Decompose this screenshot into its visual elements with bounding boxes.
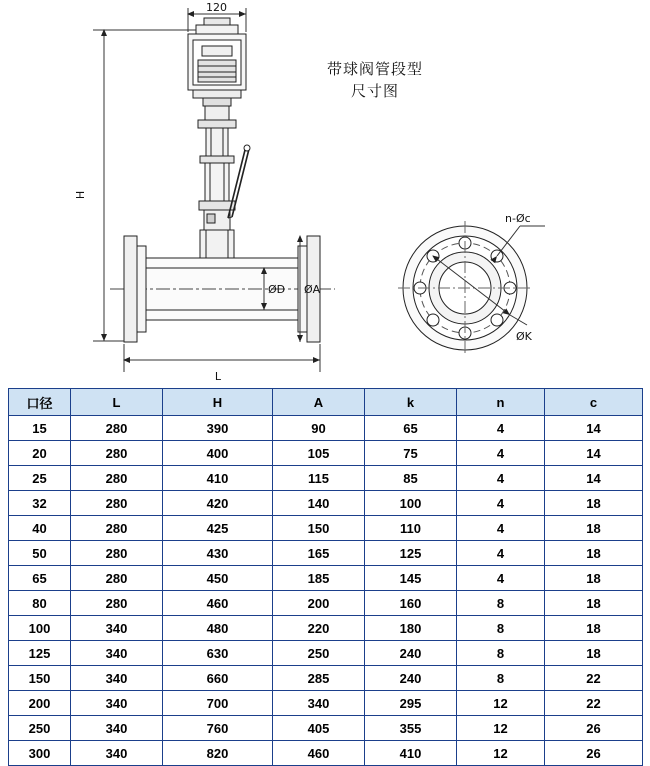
table-cell: 110 xyxy=(365,516,457,541)
table-cell: 22 xyxy=(545,691,643,716)
table-cell: 8 xyxy=(457,666,545,691)
table-cell: 250 xyxy=(273,641,365,666)
table-cell: 280 xyxy=(71,491,163,516)
table-cell: 18 xyxy=(545,591,643,616)
table-cell: 160 xyxy=(365,591,457,616)
table-cell: 660 xyxy=(163,666,273,691)
table-cell: 26 xyxy=(545,741,643,766)
table-header-cell: A xyxy=(273,389,365,416)
table-cell: 150 xyxy=(9,666,71,691)
table-cell: 410 xyxy=(365,741,457,766)
table-cell: 390 xyxy=(163,416,273,441)
table-cell: 150 xyxy=(273,516,365,541)
table-cell: 12 xyxy=(457,741,545,766)
drawing-title xyxy=(285,58,465,102)
table-cell: 4 xyxy=(457,491,545,516)
table-cell: 65 xyxy=(9,566,71,591)
table-cell: 400 xyxy=(163,441,273,466)
table-cell: 18 xyxy=(545,641,643,666)
table-cell: 340 xyxy=(71,691,163,716)
dim-label-bore: ØD xyxy=(268,283,286,296)
table-row xyxy=(9,716,643,741)
table-cell: 280 xyxy=(71,591,163,616)
table-cell: 18 xyxy=(545,616,643,641)
dim-label-top-width: 120 xyxy=(206,1,227,14)
table-cell: 760 xyxy=(163,716,273,741)
table-cell: 200 xyxy=(9,691,71,716)
table-cell: 22 xyxy=(545,666,643,691)
table-row xyxy=(9,466,643,491)
table-cell: 125 xyxy=(9,641,71,666)
table-cell: 200 xyxy=(273,591,365,616)
dim-label-bolt-callout: n-Øc xyxy=(505,212,531,225)
dim-label-height: H xyxy=(74,190,87,200)
table-cell: 4 xyxy=(457,541,545,566)
table-cell: 15 xyxy=(9,416,71,441)
table-header-row xyxy=(9,389,643,416)
table-cell: 700 xyxy=(163,691,273,716)
table-cell: 820 xyxy=(163,741,273,766)
table-cell: 18 xyxy=(545,516,643,541)
table-cell: 14 xyxy=(545,441,643,466)
spec-table-container xyxy=(8,388,642,766)
table-cell: 14 xyxy=(545,416,643,441)
table-row xyxy=(9,666,643,691)
table-cell: 75 xyxy=(365,441,457,466)
table-cell: 4 xyxy=(457,516,545,541)
table-cell: 340 xyxy=(71,716,163,741)
table-cell: 355 xyxy=(365,716,457,741)
dim-label-flange-od: ØA xyxy=(304,283,321,296)
table-cell: 185 xyxy=(273,566,365,591)
table-cell: 100 xyxy=(9,616,71,641)
table-row xyxy=(9,691,643,716)
drawing-title-line2: 尺寸图 xyxy=(350,82,399,100)
table-cell: 340 xyxy=(71,641,163,666)
table-cell: 65 xyxy=(365,416,457,441)
dim-label-length: L xyxy=(214,370,222,383)
table-cell: 90 xyxy=(273,416,365,441)
table-cell: 125 xyxy=(365,541,457,566)
table-cell: 280 xyxy=(71,441,163,466)
dimension-table xyxy=(8,388,643,766)
table-cell: 280 xyxy=(71,566,163,591)
table-cell: 460 xyxy=(273,741,365,766)
table-cell: 460 xyxy=(163,591,273,616)
table-cell: 4 xyxy=(457,566,545,591)
table-cell: 430 xyxy=(163,541,273,566)
table-cell: 280 xyxy=(71,541,163,566)
table-cell: 20 xyxy=(9,441,71,466)
table-cell: 4 xyxy=(457,416,545,441)
table-cell: 280 xyxy=(71,416,163,441)
table-cell: 115 xyxy=(273,466,365,491)
table-header-cell: n xyxy=(457,389,545,416)
table-cell: 8 xyxy=(457,616,545,641)
table-header-cell: 口径 xyxy=(9,389,71,416)
table-cell: 4 xyxy=(457,441,545,466)
table-header-cell: k xyxy=(365,389,457,416)
table-row xyxy=(9,416,643,441)
table-cell: 18 xyxy=(545,491,643,516)
dim-label-bolt-circle: ØK xyxy=(516,330,532,343)
table-cell: 240 xyxy=(365,641,457,666)
table-cell: 285 xyxy=(273,666,365,691)
table-cell: 40 xyxy=(9,516,71,541)
table-cell: 12 xyxy=(457,716,545,741)
table-cell: 425 xyxy=(163,516,273,541)
table-cell: 12 xyxy=(457,691,545,716)
table-cell: 300 xyxy=(9,741,71,766)
table-row xyxy=(9,441,643,466)
table-cell: 220 xyxy=(273,616,365,641)
table-row xyxy=(9,491,643,516)
table-cell: 18 xyxy=(545,566,643,591)
table-cell: 32 xyxy=(9,491,71,516)
table-row xyxy=(9,541,643,566)
table-cell: 8 xyxy=(457,641,545,666)
table-header-cell: c xyxy=(545,389,643,416)
table-cell: 405 xyxy=(273,716,365,741)
table-header-cell: H xyxy=(163,389,273,416)
table-cell: 480 xyxy=(163,616,273,641)
table-cell: 145 xyxy=(365,566,457,591)
table-row xyxy=(9,516,643,541)
table-cell: 105 xyxy=(273,441,365,466)
drawing-title-line1: 带球阀管段型 xyxy=(326,60,423,78)
table-header-cell: L xyxy=(71,389,163,416)
table-cell: 630 xyxy=(163,641,273,666)
table-cell: 340 xyxy=(71,741,163,766)
table-cell: 180 xyxy=(365,616,457,641)
table-cell: 450 xyxy=(163,566,273,591)
table-cell: 85 xyxy=(365,466,457,491)
table-cell: 410 xyxy=(163,466,273,491)
table-row xyxy=(9,616,643,641)
table-cell: 26 xyxy=(545,716,643,741)
table-cell: 280 xyxy=(71,516,163,541)
table-row xyxy=(9,566,643,591)
table-row xyxy=(9,741,643,766)
table-cell: 295 xyxy=(365,691,457,716)
table-cell: 18 xyxy=(545,541,643,566)
table-cell: 8 xyxy=(457,591,545,616)
table-cell: 80 xyxy=(9,591,71,616)
table-cell: 25 xyxy=(9,466,71,491)
table-cell: 340 xyxy=(71,616,163,641)
table-cell: 14 xyxy=(545,466,643,491)
table-cell: 250 xyxy=(9,716,71,741)
table-cell: 240 xyxy=(365,666,457,691)
table-cell: 420 xyxy=(163,491,273,516)
table-cell: 50 xyxy=(9,541,71,566)
table-cell: 340 xyxy=(71,666,163,691)
table-cell: 165 xyxy=(273,541,365,566)
table-cell: 140 xyxy=(273,491,365,516)
table-cell: 100 xyxy=(365,491,457,516)
table-row xyxy=(9,591,643,616)
table-row xyxy=(9,641,643,666)
table-cell: 340 xyxy=(273,691,365,716)
table-cell: 4 xyxy=(457,466,545,491)
table-cell: 280 xyxy=(71,466,163,491)
